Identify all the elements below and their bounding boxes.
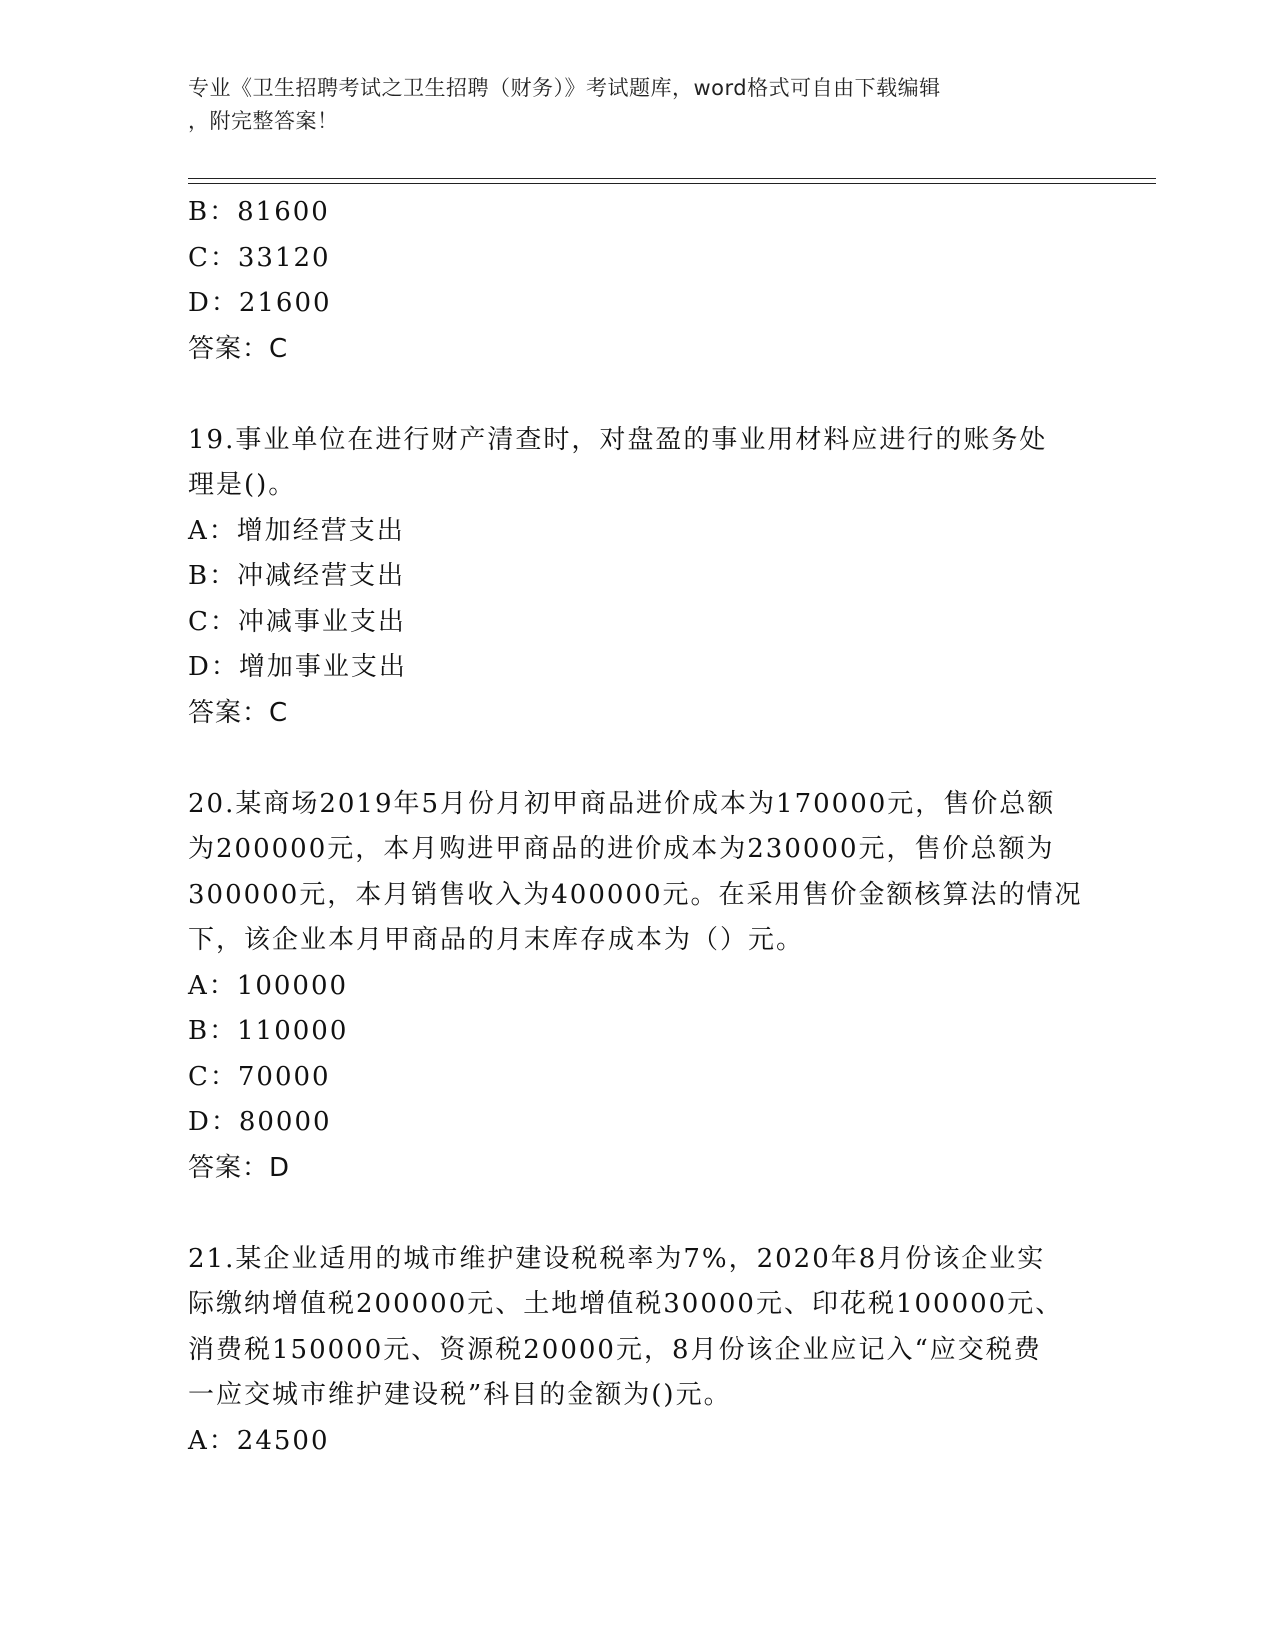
option-a: A：100000 <box>188 970 349 1001</box>
option-a: A：24500 <box>188 1425 330 1456</box>
question-stem-line: 300000元，本月销售收入为400000元。在采用售价金额核算法的情况 <box>188 879 1083 910</box>
question-stem-line: 21.某企业适用的城市维护建设税税率为7%，2020年8月份该企业实 <box>188 1243 1046 1274</box>
header-divider-bottom <box>188 183 1156 184</box>
question-stem-line: 20.某商场2019年5月份月初甲商品进价成本为170000元，售价总额 <box>188 788 1056 819</box>
question-list <box>188 190 1088 1464</box>
question-stem-line: 为200000元，本月购进甲商品的进价成本为230000元，售价总额为 <box>188 834 1055 864</box>
header-divider-top <box>188 178 1156 179</box>
option-d: D：80000 <box>188 1107 332 1137</box>
spacer <box>188 1191 1088 1237</box>
question-stem-line: 一应交城市维护建设税”科目的金额为()元。 <box>188 1380 732 1410</box>
spacer <box>188 736 1088 782</box>
header-title-line: 专业《卫生招聘考试之卫生招聘（财务）》考试题库，word格式可自由下载编辑 <box>188 76 941 100</box>
option-b: B：冲减经营支出 <box>188 561 406 591</box>
answer-line: 答案：D <box>188 1152 291 1183</box>
option-a: A：增加经营支出 <box>188 515 405 546</box>
header-title-line-continued: ，附完整答案！ <box>188 109 339 133</box>
question-18-tail <box>188 190 1088 372</box>
option-d: D：增加事业支出 <box>188 652 407 682</box>
option-b: B：110000 <box>188 1016 349 1046</box>
question-19 <box>188 418 1088 737</box>
document-header <box>188 72 1068 138</box>
answer-line: 答案：C <box>188 697 289 728</box>
question-stem-line: 下，该企业本月甲商品的月末库存成本为（）元。 <box>188 925 805 955</box>
answer-line: 答案：C <box>188 333 289 364</box>
question-stem-line: 理是()。 <box>188 470 297 500</box>
question-stem-line: 19.事业单位在进行财产清查时，对盘盈的事业用材料应进行的账务处 <box>188 424 1048 455</box>
question-stem-line: 际缴纳增值税200000元、土地增值税30000元、印花税100000元、 <box>188 1289 1064 1319</box>
option-d: D：21600 <box>188 288 332 318</box>
option-c: C：33120 <box>188 242 331 273</box>
question-21 <box>188 1237 1088 1465</box>
question-20 <box>188 782 1088 1192</box>
option-c: C：冲减事业支出 <box>188 606 406 637</box>
option-c: C：70000 <box>188 1061 331 1092</box>
spacer <box>188 372 1088 418</box>
question-stem-line: 消费税150000元、资源税20000元，8月份该企业应记入“应交税费 <box>188 1334 1042 1365</box>
option-b: B：81600 <box>188 197 330 227</box>
